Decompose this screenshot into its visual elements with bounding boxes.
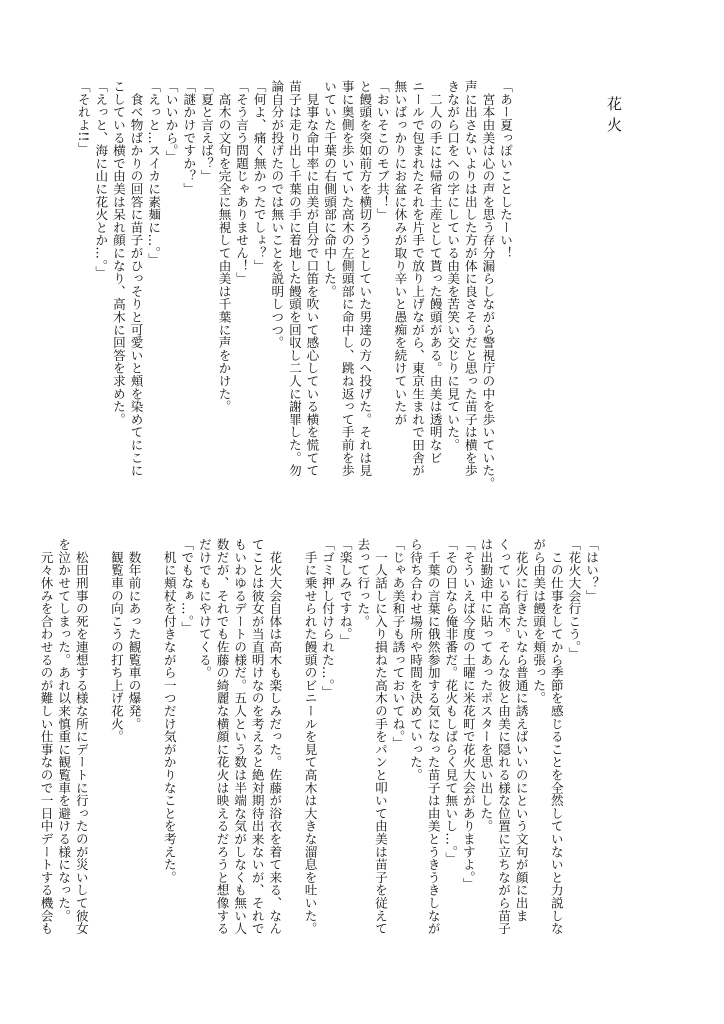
- text-line: もいわゆるデートの様だ。五人という数は半端な気がしなくも無い人: [232, 538, 248, 935]
- text-line: 「でもなぁ…。」: [179, 538, 195, 635]
- text-line: 元々休みを合わせるのが難しい仕事なので一日中デートする機会も: [38, 538, 54, 935]
- text-line: がら由美は饅頭を頬張った。: [531, 538, 547, 705]
- text-line: ら待ち合わせ場所や時間を決めていった。: [408, 538, 424, 782]
- text-line: 「それよ!!」: [75, 80, 91, 155]
- text-line: 「そう言う問題じゃありません！」: [234, 80, 250, 285]
- text-line: 論自分が投げたのでは無いことを説明しつつ。: [269, 80, 285, 349]
- text-line: ニールで包まれたそれを片手で放り上げながら、東京生まれで田舎が: [410, 80, 426, 477]
- text-line: 「はい？」: [584, 538, 599, 602]
- text-line: だけでもにやけてくる。: [196, 538, 212, 679]
- text-line: 「いいから。」: [163, 80, 179, 164]
- text-line: いていた千葉の右側頭部に命中した。: [322, 80, 338, 298]
- text-line: 無いばっかりにお盆に休みが取り辛いと愚痴を続けていたが: [392, 80, 408, 426]
- text-line: こしている横で由美は呆れ顔になり、高木に回答を求めた。: [110, 80, 126, 426]
- text-line: 声に出さないよりは出した方が体に良さそうだと思った苗子は横を歩: [462, 80, 478, 477]
- text-line: 「そういえば今度の土曜に米花町で花火大会がありますよ。」: [460, 538, 476, 891]
- text-line: 「謎かけですか？」: [181, 80, 197, 196]
- text-line: [143, 538, 161, 966]
- text-line: と饅頭を突如前方を横切ろうとしていた男達の方へ投げた。それは見: [357, 80, 373, 477]
- text-line: 苗子は走り出し千葉の手に着地した饅頭を回収し二人に謝罪した。勿: [286, 80, 302, 477]
- text-line: 「夏と言えば？」: [198, 80, 214, 183]
- text-line: 「えっと…スイカに素麺に…。」: [146, 80, 162, 266]
- text-line: きながら口をへの字にしている由美を苦笑い交じりに見ていた。: [445, 80, 461, 452]
- text-line: 「じゃあ美和子も誘っておいてね。」: [390, 538, 406, 750]
- text-line: 「楽しみですね。」: [337, 538, 353, 647]
- text-line: を泣かせてしまった。あれ以来慎重に観覧車を避ける様になった。: [56, 538, 72, 922]
- text-line: 机に頬杖を付きながら一つだけ気がかりなことを考えた。: [161, 538, 177, 884]
- text-line: この仕事をしてから季節を感じることを全然していないと力説しな: [548, 538, 564, 935]
- text-line: 食べ物ばかりの回答に苗子がひっそりと可愛いと頬を染めてにこに: [128, 80, 144, 477]
- text-line: 松田刑事の死を連想する様な所にデートに行ったのが災いして彼女: [73, 538, 89, 935]
- text-line: [90, 538, 108, 966]
- text-line: 一人話しに入り損ねた高木の手をパンと叩いて由美は苗子を従えて: [372, 538, 388, 935]
- text-line: 数だが、それでも佐藤の綺麗な横顔に花火は映えるだろうと想像する: [214, 538, 230, 935]
- text-line: くっている高木。そんな彼と由美に隠れる様な位置に立ちながら苗子: [496, 538, 512, 935]
- text-line: 去って行った。: [355, 538, 371, 628]
- page-title: 花火: [605, 96, 623, 138]
- text-line: は出勤途中に貼ってあったポスターを思い出した。: [478, 538, 494, 833]
- upper-text-block: [74, 80, 514, 495]
- lower-text-block: [38, 538, 600, 966]
- text-line: 「その日なら俺非番だ。花火もしばらく見て無いし…。」: [443, 538, 459, 865]
- text-line: 「えっと、海に山に花火とか…。」: [93, 80, 109, 279]
- text-line: 花火大会自体は高木も楽しみだった。佐藤が浴衣を着て来る、なん: [267, 538, 283, 935]
- text-line: 「ゴミ押し付けられた…。」: [320, 538, 336, 699]
- text-line: 「あー夏っぽいことしたーい！: [498, 80, 513, 260]
- text-line: 見事な命中率に由美が自分で口笛を吹いて感心している横を慌てて: [304, 80, 320, 477]
- text-line: 「おいそこのモブ共！」: [374, 80, 390, 221]
- text-line: 観覧車の向こうの打ち上げ花火。: [108, 538, 124, 743]
- text-line: 花火に行きたいなら普通に誘えばいいのにという文句が顔に出ま: [513, 538, 529, 922]
- text-line: てことは彼女が当直明けなのを考えると絶対期待出来ないが、それで: [249, 538, 265, 935]
- text-line: 宮本由美は心の声を思う存分漏らしながら警視庁の中を歩いていた。: [480, 80, 496, 490]
- text-line: 「何よ、痛く無かったでしょ？」: [251, 80, 267, 272]
- text-line: 「花火大会行こう。」: [566, 538, 582, 660]
- text-line: 事に奥側を歩いていた高木の左側頭部に命中し、跳ね返って手前を歩: [339, 80, 355, 477]
- text-line: 数年前にあった観覧車の爆発。: [126, 538, 142, 730]
- text-line: 千葉の言葉に俄然参加する気になった苗子は由美とうきうきしなが: [425, 538, 441, 935]
- text-line: [283, 538, 301, 966]
- text-line: 高木の文句を完全に無視して由美は千葉に声をかけた。: [216, 80, 232, 413]
- text-line: 手に乗せられた饅頭のビニールを見て高木は大きな溜息を吐いた。: [302, 538, 318, 935]
- text-line: 二人の手には帰省土産として貰った饅頭がある。由美は透明なビ: [427, 80, 443, 464]
